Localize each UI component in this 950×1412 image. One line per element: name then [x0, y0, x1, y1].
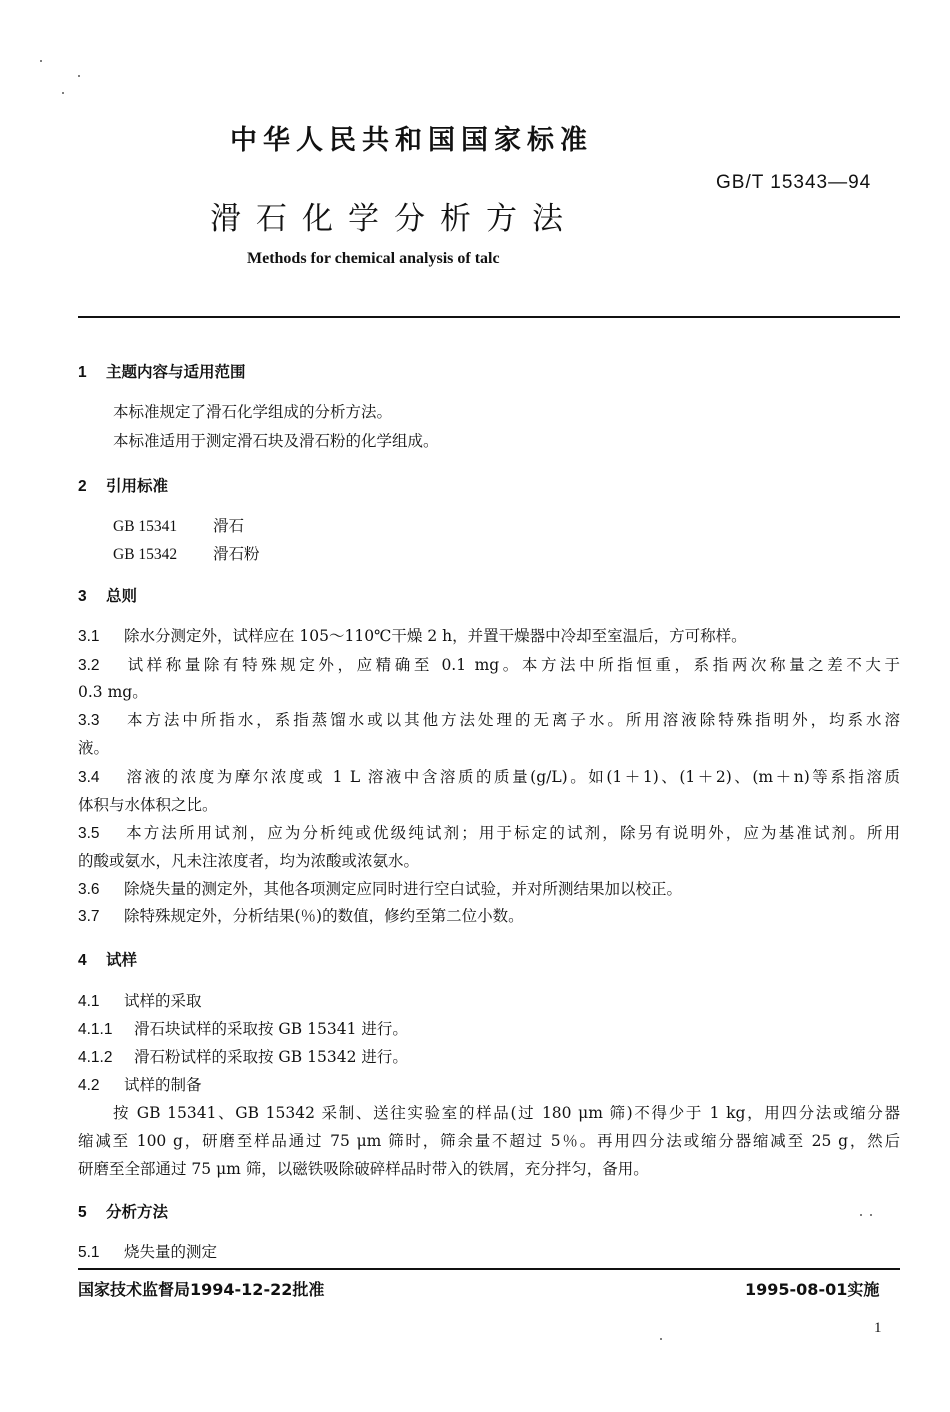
clause-3-3-continued: 液。	[78, 739, 110, 757]
reference-item: GB 15341 滑石	[113, 517, 245, 535]
clause-3-2: 3.2 试样称量除有特殊规定外，应精确至 0.1 mg。本方法中所指恒重，系指两次称量之差不大于	[78, 656, 900, 674]
clause-3-5-continued: 的酸或氨水，凡未注浓度者，均为浓酸或浓氨水。	[78, 852, 420, 870]
header-divider	[78, 316, 900, 318]
clause-3-2-continued: 0.3 mg。	[78, 683, 148, 701]
section-2-heading: 2 引用标准	[78, 477, 169, 495]
clause-3-5: 3.5 本方法所用试剂，应为分析纯或优级纯试剂；用于标定的试剂，除另有说明外，应为基准试剂。所用	[78, 824, 900, 842]
clause-3-7: 3.7 除特殊规定外，分析结果(％)的数值，修约至第二位小数。	[78, 907, 524, 925]
scan-speck	[660, 1338, 662, 1340]
scan-speck	[40, 60, 42, 62]
section-5-heading: 5 分析方法	[78, 1203, 169, 1221]
document-title-cn: 滑石化学分析方法	[210, 201, 578, 237]
scan-speck	[78, 75, 80, 77]
preparation-line-1: 按 GB 15341、GB 15342 采制、送往实验室的样品(过 180 μm 筛)不得少于 1 kg，用四分法或缩分器	[113, 1104, 900, 1122]
section-4-heading: 4 试样	[78, 951, 138, 969]
national-standard-heading: 中华人民共和国国家标准	[230, 125, 593, 156]
clause-3-1: 3.1 除水分测定外，试样应在 105～110℃干燥 2 h，并置干燥器中冷却至室温后，方可称样。	[78, 627, 747, 645]
clause-3-3: 3.3 本方法中所指水，系指蒸馏水或以其他方法处理的无离子水。所用溶液除特殊指明外，均系水溶	[78, 711, 900, 729]
page-number: 1	[874, 1320, 882, 1336]
section-1-paragraph-1: 本标准规定了滑石化学组成的分析方法。	[113, 403, 393, 421]
scan-speck	[860, 1214, 862, 1216]
section-1-paragraph-2: 本标准适用于测定滑石块及滑石粉的化学组成。	[113, 432, 439, 450]
clause-4-2: 4.2 试样的制备	[78, 1076, 202, 1094]
clause-4-1: 4.1 试样的采取	[78, 992, 202, 1010]
standard-code: GB/T 15343—94	[716, 172, 872, 193]
approval-date: 国家技术监督局1994-12-22批准	[78, 1280, 325, 1299]
clause-4-1-1: 4.1.1 滑石块试样的采取按 GB 15341 进行。	[78, 1020, 408, 1038]
section-3-heading: 3 总则	[78, 587, 138, 605]
clause-3-6: 3.6 除烧失量的测定外，其他各项测定应同时进行空白试验，并对所测结果加以校正。	[78, 880, 683, 898]
section-1-heading: 1 主题内容与适用范围	[78, 363, 246, 381]
preparation-line-2: 缩减至 100 g，研磨至样品通过 75 μm 筛时，筛余量不超过 5％。再用四分法或缩分器缩减至 25 g，然后	[78, 1132, 900, 1150]
clause-3-4-continued: 体积与水体积之比。	[78, 796, 218, 814]
preparation-line-3: 研磨至全部通过 75 μm 筛，以磁铁吸除破碎样品时带入的铁屑，充分拌匀，备用。	[78, 1160, 649, 1178]
document-title-en: Methods for chemical analysis of talc	[247, 250, 500, 267]
footer-divider	[78, 1268, 900, 1270]
scan-speck	[870, 1214, 872, 1216]
clause-5-1: 5.1 烧失量的测定	[78, 1243, 218, 1261]
implementation-date: 1995-08-01实施	[745, 1280, 880, 1299]
clause-3-4: 3.4 溶液的浓度为摩尔浓度或 1 L 溶液中含溶质的质量(g/L)。如(1＋1)、(1＋2)、(m＋n)等系指溶质	[78, 768, 900, 786]
reference-item: GB 15342 滑石粉	[113, 545, 260, 563]
clause-4-1-2: 4.1.2 滑石粉试样的采取按 GB 15342 进行。	[78, 1048, 408, 1066]
scan-speck	[62, 92, 64, 94]
